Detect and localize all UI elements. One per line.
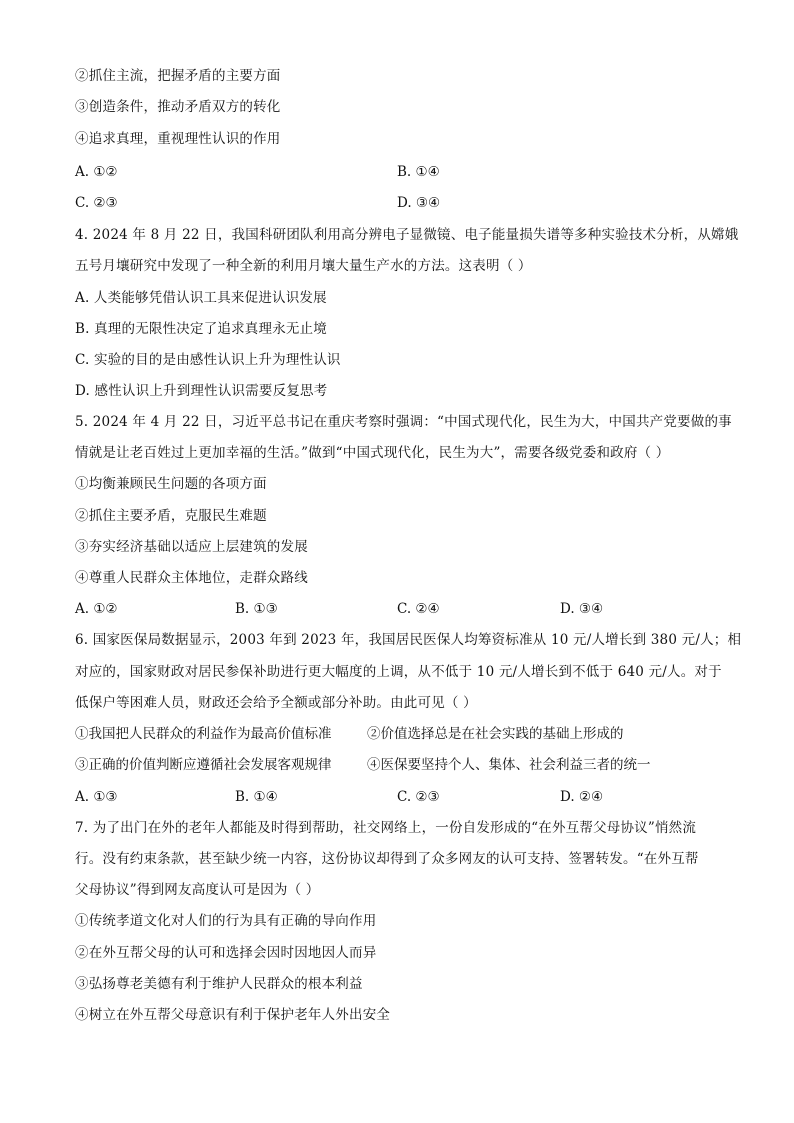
q7-stem-line-1: 7. 为了出门在外的老年人都能及时得到帮助，社交网络上，一份自发形成的“在外互帮父母协议”悄然流 bbox=[75, 820, 697, 836]
q5-stem-line-1: 5. 2024 年 4 月 22 日，习近平总书记在重庆考察时强调：“中国式现代化，民生为大，中国共产党要做的事 bbox=[75, 414, 732, 430]
q6-option-b: B. ①④ bbox=[235, 789, 278, 805]
q6-option-a: A. ①③ bbox=[75, 789, 118, 805]
q7-stem-line-2: 行。没有约束条款，甚至缺少统一内容，这份协议却得到了众多网友的认可支持、签署转发。“在外互帮 bbox=[75, 851, 699, 867]
q4-option-b: B. 真理的无限性决定了追求真理永无止境 bbox=[75, 321, 328, 337]
q5-option-d: D. ③④ bbox=[560, 601, 604, 617]
prev-item-4: ④追求真理，重视理性认识的作用 bbox=[75, 131, 281, 147]
q6-stem-line-2: 对应的，国家财政对居民参保补助进行更大幅度的上调，从不低于 10 元/人增长到不低于 640 元/人。对于 bbox=[75, 664, 722, 680]
prev-item-2: ②抓住主流，把握矛盾的主要方面 bbox=[75, 68, 281, 84]
q5-item-2: ②抓住主要矛盾，克服民生难题 bbox=[75, 508, 267, 524]
q5-option-a: A. ①② bbox=[75, 601, 118, 617]
q5-option-b: B. ①③ bbox=[235, 601, 278, 617]
q6-stem-line-1: 6. 国家医保局数据显示，2003 年到 2023 年，我国居民医保人均筹资标准从 10 元/人增长到 380 元/人；相 bbox=[75, 632, 742, 648]
q5-option-c: C. ②④ bbox=[397, 601, 440, 617]
q7-item-2: ②在外互帮父母的认可和选择会因时因地因人而异 bbox=[75, 945, 377, 961]
q7-item-4: ④树立在外互帮父母意识有利于保护老年人外出安全 bbox=[75, 1007, 391, 1023]
q7-item-1: ①传统孝道文化对人们的行为具有正确的导向作用 bbox=[75, 913, 377, 929]
prev-option-a: A. ①② bbox=[75, 164, 118, 180]
q7-item-3: ③弘扬尊老美德有利于维护人民群众的根本利益 bbox=[75, 976, 363, 992]
q5-item-1: ①均衡兼顾民生问题的各项方面 bbox=[75, 476, 267, 492]
q6-item-2: ②价值选择总是在社会实践的基础上形成的 bbox=[367, 726, 624, 742]
prev-option-c: C. ②③ bbox=[75, 195, 118, 211]
q4-option-c: C. 实验的目的是由感性认识上升为理性认识 bbox=[75, 352, 341, 368]
q6-option-d: D. ②④ bbox=[560, 789, 604, 805]
q4-option-d: D. 感性认识上升到理性认识需要反复思考 bbox=[75, 383, 328, 399]
q4-stem-line-1: 4. 2024 年 8 月 22 日，我国科研团队利用高分辨电子显微镜、电子能量损失谱等多种实验技术分析，从嫦娥 bbox=[75, 227, 739, 243]
q4-option-a: A. 人类能够凭借认识工具来促进认识发展 bbox=[75, 290, 327, 306]
q7-stem-line-3: 父母协议”得到网友高度认可是因为（ ） bbox=[75, 882, 320, 898]
prev-item-3: ③创造条件，推动矛盾双方的转化 bbox=[75, 99, 281, 115]
prev-option-d: D. ③④ bbox=[397, 195, 441, 211]
q5-item-3: ③夯实经济基础以适应上层建筑的发展 bbox=[75, 539, 308, 555]
q6-item-3: ③正确的价值判断应遵循社会发展客观规律 bbox=[75, 757, 332, 773]
q5-stem-line-2: 情就是让老百姓过上更加幸福的生活。”做到“中国式现代化，民生为大”，需要各级党委和政府（ ） bbox=[75, 445, 670, 461]
q4-stem-line-2: 五号月壤研究中发现了一种全新的利用月壤大量生产水的方法。这表明（ ） bbox=[75, 258, 532, 274]
q6-item-1: ①我国把人民群众的利益作为最高价值标准 bbox=[75, 726, 332, 742]
q6-stem-line-3: 低保户等困难人员，财政还会给予全额或部分补助。由此可见（ ） bbox=[75, 695, 477, 711]
q6-option-c: C. ②③ bbox=[397, 789, 440, 805]
q6-item-4: ④医保要坚持个人、集体、社会利益三者的统一 bbox=[367, 757, 651, 773]
q5-item-4: ④尊重人民群众主体地位，走群众路线 bbox=[75, 570, 308, 586]
prev-option-b: B. ①④ bbox=[397, 164, 440, 180]
